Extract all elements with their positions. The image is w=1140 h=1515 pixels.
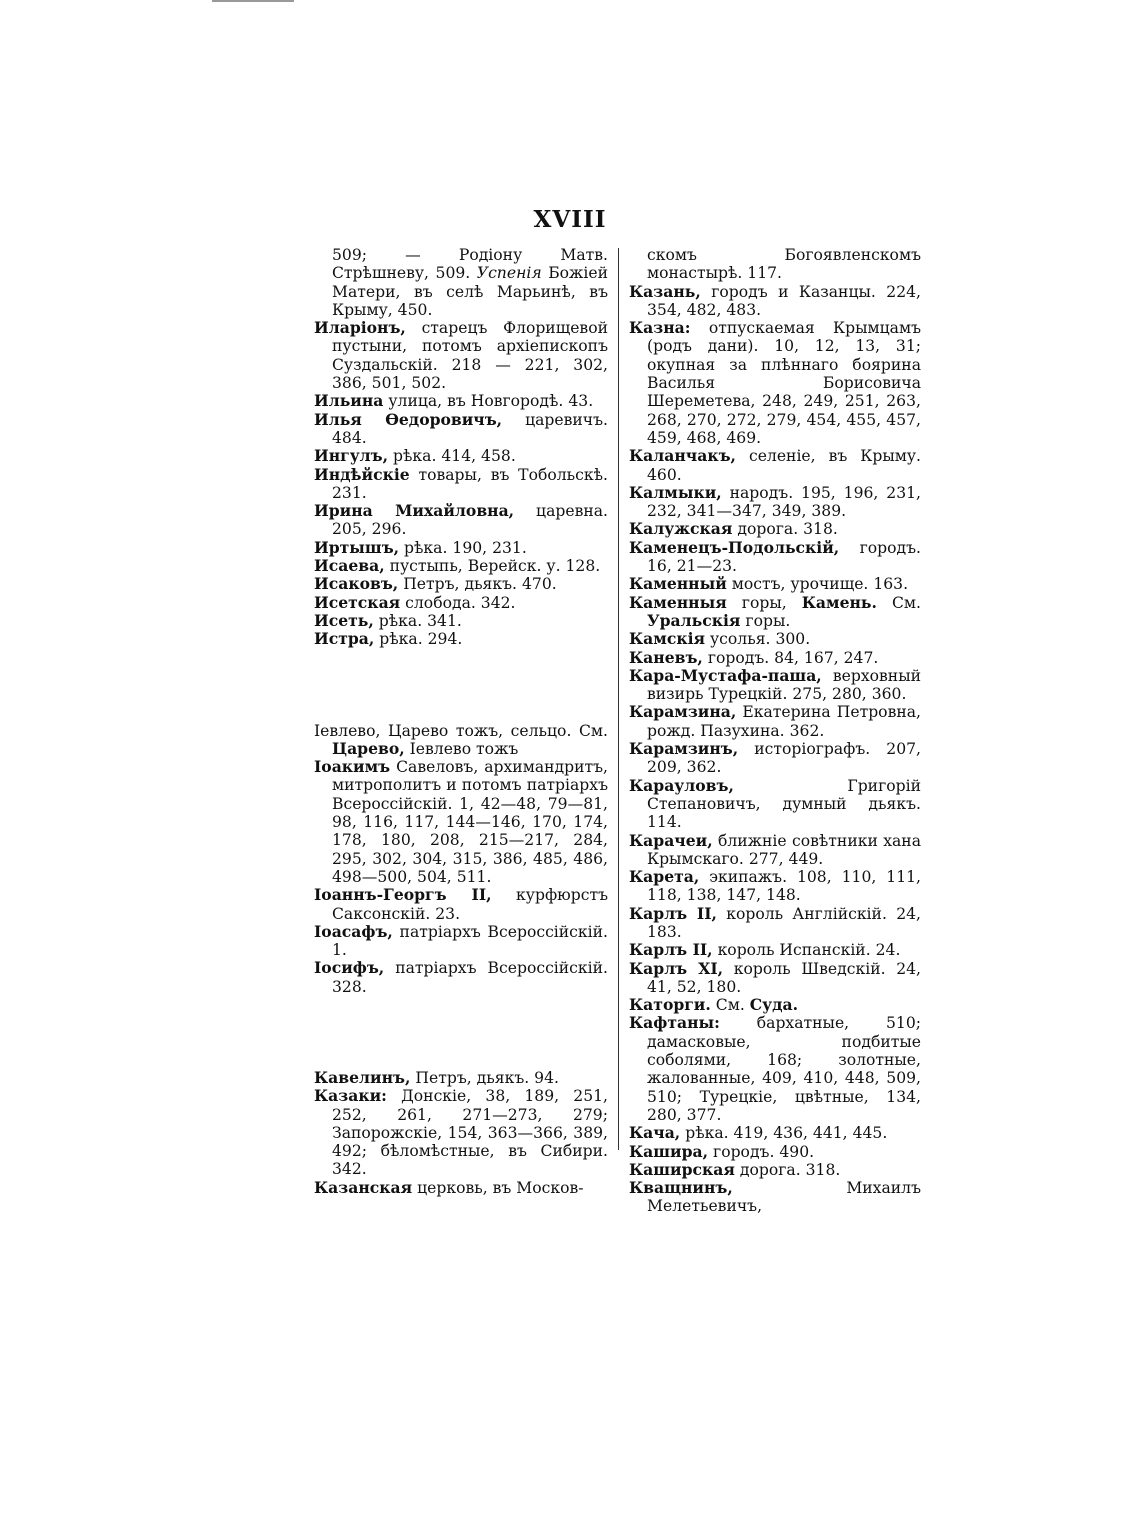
index-entry: Кващнинъ, Михаилъ Мелетьевичъ, [629,1178,921,1216]
index-entry: Карлъ XI, король Шведскій. 24, 41, 52, 180. [629,958,921,996]
index-entry: Калужская дорога. 318. [629,519,838,539]
index-entry: Каширская дорога. 318. [629,1159,841,1179]
index-entry: Илья Ѳедоровичъ, царевичъ. 484. [314,409,608,447]
index-entry: Ильина улица, въ Новгородѣ. 43. [314,391,594,411]
column-divider [618,248,619,1150]
index-entry: Кавелинъ, Петръ, дьякъ. 94. [314,1067,559,1087]
scan-artifact-line [212,0,294,2]
index-entry: Кара-Мустафа-паша, верховный визирь Турецкій. 275, 280, 360. [629,665,921,704]
entries-block-i [314,246,608,649]
index-entry: Ингулъ, рѣка. 414, 458. [314,446,516,466]
index-entry: Иларіонъ, старецъ Флорищевой пустыни, потомъ архіепископъ Суздальскій. 218 — 221, 302, 386, 501, 502. [314,318,608,393]
index-entry: Каланчакъ, селеніе, въ Крыму. 460. [629,446,921,484]
index-entry: Карауловъ, Григорій Степановичъ, думный дьякъ. 114. [629,775,921,832]
index-entry: Индѣйскіе товары, въ Тобольскѣ. 231. [314,464,608,502]
index-entry: Исаковъ, Петръ, дьякъ. 470. [314,574,557,594]
index-entry: Каменныя горы, Камень. См. Уральскія горы. [629,592,921,630]
page-number: XVIII [533,206,607,233]
index-entry: Калмыки, народъ. 195, 196, 231, 232, 341—347, 349, 389. [629,482,921,521]
section-gap [314,996,608,1069]
index-entry: Карета, экипажъ. 108, 110, 111, 118, 138, 147, 148. [629,867,921,905]
index-entry: Исеть, рѣка. 341. [314,610,462,630]
index-entry: Карлъ II, король Испанскій. 24. [629,940,901,960]
index-entry: 509; — Родіону Матв. Стрѣшневу, 509. Успенія Божіей Матери, въ селѣ Марьинѣ, въ Крыму, 450. [332,246,609,319]
index-entry: Кафтаны: бархатные, 510; дамасковые, подбитые соболями, 168; золотные, жалованные, 409, 410, 448, 509, 510; Турецкіе, цвѣтные, 134, 280, 377. [629,1013,921,1124]
index-entry: Казна: отпускаемая Крымцамъ (родъ дани). 10, 12, 13, 31; окупная за плѣннаго боярина Василья Борисовича Шереметева, 248, 249, 251, 263, 268, 270, 272, 279, 454, 455, 457, 459, 468, 469. [629,318,921,447]
index-entry: Іевлево, Царево тожъ, сельцо. См. Царево, Іевлево тожъ [314,721,608,758]
index-entry: Кача, рѣка. 419, 436, 441, 445. [629,1123,888,1143]
right-column [629,246,921,1216]
index-entry: Ирина Михайловна, царевна. 205, 296. [314,501,609,539]
index-entry: Иртышъ, рѣка. 190, 231. [314,537,527,557]
index-entry: Карачеи, ближніе совѣтники хана Крымскаго. 277, 449. [629,830,921,868]
index-entry: Іоакимъ Савеловъ, архимандритъ, митрополитъ и потомъ патріархъ Всероссійскій. 1, 42—48, 79—81, 98, 116, 117, 144—146, 170, 174, 178, 180, 208, 215—217, 284, 295, 302, 304, 315, 386, 485, 486, 498—500, 504, 511. [314,757,608,886]
index-entry: Исетская слобода. 342. [314,592,516,612]
index-entry: Казанская церковь, въ Москов- [314,1177,584,1197]
index-entry: Карамзинъ, исторіографъ. 207, 209, 362. [629,739,921,777]
index-entry: Карамзина, Екатерина Петровна, рожд. Пазухина. 362. [629,702,921,740]
index-entry: Іоасафъ, патріархъ Всероссійскій. 1. [314,921,608,960]
left-column [314,246,608,1197]
index-entry: Каневъ, городъ. 84, 167, 247. [629,647,879,667]
index-entry: скомъ Богоявленскомъ монастырѣ. 117. [647,246,921,283]
entries-block-io [314,722,608,996]
index-entry: Истра, рѣка. 294. [314,629,463,649]
index-entry: Камскія усолья. 300. [629,629,811,649]
index-entry: Казань, городъ и Казанцы. 224, 354, 482, 483. [629,281,921,319]
entries-block-k [314,1069,608,1197]
index-entry: Каторги. См. Суда. [629,995,799,1015]
index-entry: Карлъ II, король Англійскій. 24, 183. [629,903,921,941]
index-entry: Іоаннъ-Георгъ II, курфюрстъ Саксонскій. 23. [314,885,608,923]
section-gap [314,649,608,722]
index-entry: Каменный мостъ, урочище. 163. [629,574,909,594]
index-entry: Исаева, пустыпь, Верейск. у. 128. [314,556,601,576]
index-entry: Кашира, городъ. 490. [629,1141,815,1161]
index-entry: Каменецъ-Подольскій, городъ. 16, 21—23. [629,537,921,576]
index-entry: Казаки: Донскіе, 38, 189, 251, 252, 261, 271—273, 279; Запорожскіе, 154, 363—366, 389, 492; бѣломѣстные, въ Сибири. 342. [314,1086,608,1179]
index-entry: Іосифъ, патріархъ Всероссійскій. 328. [314,958,608,996]
